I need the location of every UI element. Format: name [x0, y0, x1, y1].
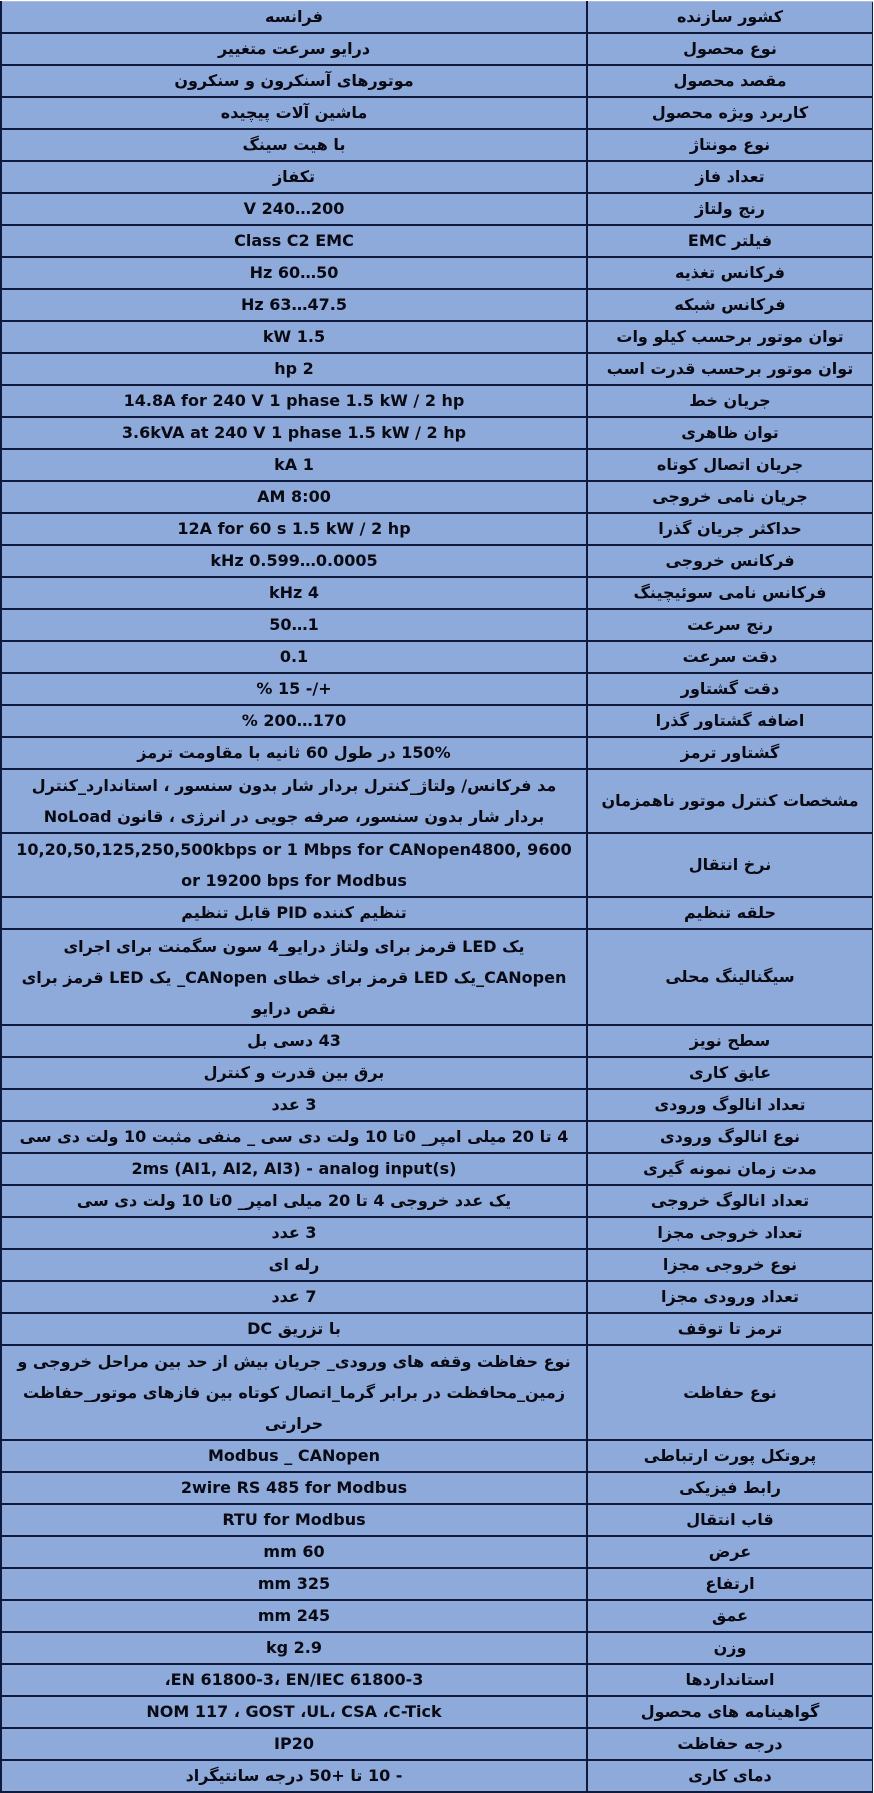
spec-value: 12A for 60 s 1.5 kW / 2 hp — [2, 513, 587, 545]
spec-label: وزن — [587, 1632, 873, 1664]
spec-value: 3 عدد — [2, 1217, 587, 1249]
spec-value: 50…60 Hz — [2, 257, 587, 289]
table-row — [2, 1536, 873, 1568]
spec-value: 0.1 — [2, 641, 587, 673]
table-row — [2, 737, 873, 769]
spec-value: 1…50 — [2, 609, 587, 641]
table-row — [2, 129, 873, 161]
spec-value: با هیت سینگ — [2, 129, 587, 161]
spec-value: یک عدد خروجی 4 تا 20 میلی امپر_ 0تا 10 ولت دی سی — [2, 1185, 587, 1217]
spec-value: 2ms (AI1, AI2, AI3) - analog input(s) — [2, 1153, 587, 1185]
spec-label: حلقه تنظیم — [587, 897, 873, 929]
spec-value: 3 عدد — [2, 1089, 587, 1121]
spec-value: 60 mm — [2, 1536, 587, 1568]
table-row — [2, 513, 873, 545]
spec-value: 4 تا 20 میلی امپر_ 0تا 10 ولت دی سی _ منفی مثبت 10 ولت دی سی — [2, 1121, 587, 1153]
spec-value: 14.8A for 240 V 1 phase 1.5 kW / 2 hp — [2, 385, 587, 417]
spec-value: برق بین قدرت و کنترل — [2, 1057, 587, 1089]
spec-value: Modbus _ CANopen — [2, 1440, 587, 1472]
table-row — [2, 1121, 873, 1153]
spec-label: فرکانس خروجی — [587, 545, 873, 577]
spec-table — [2, 1, 873, 1791]
spec-label: تعداد فاز — [587, 161, 873, 193]
spec-value: درایو سرعت متغییر — [2, 33, 587, 65]
spec-label: دقت سرعت — [587, 641, 873, 673]
spec-label: نوع انالوگ ورودی — [587, 1121, 873, 1153]
table-row — [2, 1089, 873, 1121]
spec-label: نوع حفاظت — [587, 1345, 873, 1440]
spec-value: 325 mm — [2, 1568, 587, 1600]
spec-label: رنج ولتاژ — [587, 193, 873, 225]
spec-value: 200…240 V — [2, 193, 587, 225]
table-row — [2, 545, 873, 577]
spec-value: Class C2 EMC — [2, 225, 587, 257]
spec-label: فیلتر EMC — [587, 225, 873, 257]
spec-value: 170…200 % — [2, 705, 587, 737]
spec-label: نوع خروجی مجزا — [587, 1249, 873, 1281]
table-row — [2, 257, 873, 289]
table-row — [2, 2, 873, 34]
spec-label: مدت زمان نمونه گیری — [587, 1153, 873, 1185]
spec-value: 10,20,50,125,250,500kbps or 1 Mbps for CANopen4800, 9600 or 19200 bps for Modbus — [2, 833, 587, 897]
table-row — [2, 833, 873, 897]
spec-label: نرخ انتقال — [587, 833, 873, 897]
spec-value: تنظیم کننده PID قابل تنظیم — [2, 897, 587, 929]
spec-label: نوع محصول — [587, 33, 873, 65]
spec-value: 245 mm — [2, 1600, 587, 1632]
spec-label: استانداردها — [587, 1664, 873, 1696]
spec-label: فرکانس تغذیه — [587, 257, 873, 289]
spec-label: سطح نویز — [587, 1025, 873, 1057]
spec-label: تعداد انالوگ ورودی — [587, 1089, 873, 1121]
table-row — [2, 97, 873, 129]
spec-label: دمای کاری — [587, 1760, 873, 1791]
spec-value: - 10 تا +50 درجه سانتیگراد — [2, 1760, 587, 1791]
spec-label: رنج سرعت — [587, 609, 873, 641]
table-row — [2, 705, 873, 737]
spec-label: حداکثر جریان گذرا — [587, 513, 873, 545]
spec-value: تکفاز — [2, 161, 587, 193]
spec-label: پروتکل پورت ارتباطی — [587, 1440, 873, 1472]
spec-label: توان ظاهری — [587, 417, 873, 449]
spec-label: مشخصات کنترل موتور ناهمزمان — [587, 769, 873, 833]
spec-label: قاب انتقال — [587, 1504, 873, 1536]
spec-value: 4 kHz — [2, 577, 587, 609]
spec-value: 2.9 kg — [2, 1632, 587, 1664]
table-row — [2, 161, 873, 193]
table-row — [2, 1025, 873, 1057]
table-row — [2, 1600, 873, 1632]
table-row — [2, 481, 873, 513]
table-row — [2, 1153, 873, 1185]
spec-label: گشتاور ترمز — [587, 737, 873, 769]
table-row — [2, 1472, 873, 1504]
spec-value: RTU for Modbus — [2, 1504, 587, 1536]
table-row — [2, 1760, 873, 1791]
spec-value: ماشین آلات پیچیده — [2, 97, 587, 129]
spec-label: تعداد انالوگ خروجی — [587, 1185, 873, 1217]
table-row — [2, 673, 873, 705]
spec-value: IP20 — [2, 1728, 587, 1760]
table-row — [2, 1217, 873, 1249]
table-row — [2, 289, 873, 321]
table-row — [2, 1568, 873, 1600]
spec-label: فرکانس نامی سوئیچینگ — [587, 577, 873, 609]
table-row — [2, 1632, 873, 1664]
table-row — [2, 577, 873, 609]
spec-value: فرانسه — [2, 2, 587, 34]
spec-label: رابط فیزیکی — [587, 1472, 873, 1504]
spec-table-body — [2, 2, 873, 1792]
spec-value: رله ای — [2, 1249, 587, 1281]
table-row — [2, 609, 873, 641]
table-row — [2, 1281, 873, 1313]
spec-value: EN 61800-3، EN/IEC 61800-3، — [2, 1664, 587, 1696]
spec-sheet — [0, 1, 873, 1793]
spec-label: عمق — [587, 1600, 873, 1632]
spec-label: مقصد محصول — [587, 65, 873, 97]
spec-value: 0.0005…0.599 kHz — [2, 545, 587, 577]
table-row — [2, 417, 873, 449]
spec-value: 1.5 kW — [2, 321, 587, 353]
spec-value: 2 hp — [2, 353, 587, 385]
spec-label: ارتفاع — [587, 1568, 873, 1600]
spec-label: گواهینامه های محصول — [587, 1696, 873, 1728]
spec-label: جریان خط — [587, 385, 873, 417]
spec-value: 150% در طول 60 ثانیه با مقاومت ترمز — [2, 737, 587, 769]
table-row — [2, 225, 873, 257]
table-row — [2, 65, 873, 97]
spec-label: جریان اتصال کوتاه — [587, 449, 873, 481]
spec-label: کشور سازنده — [587, 2, 873, 34]
spec-value: 47.5…63 Hz — [2, 289, 587, 321]
spec-value: 1 kA — [2, 449, 587, 481]
spec-value: یک LED قرمز برای ولتاژ درایو_4 سون سگمنت برای اجرای CANopen_یک LED قرمز برای خطای CANopen_ یک LED قرمز برای نقص درایو — [2, 929, 587, 1025]
table-row — [2, 449, 873, 481]
spec-label: اضافه گشتاور گذرا — [587, 705, 873, 737]
table-row — [2, 353, 873, 385]
table-row — [2, 1249, 873, 1281]
table-row — [2, 1440, 873, 1472]
spec-value: مد فرکانس/ ولتاژ_کنترل بردار شار بدون سنسور ، استاندارد_کنترل بردار شار بدون سنسور، صرفه جویی در انرژی ، قانون NoLoad — [2, 769, 587, 833]
spec-label: عرض — [587, 1536, 873, 1568]
spec-label: دقت گشتاور — [587, 673, 873, 705]
spec-value: 3.6kVA at 240 V 1 phase 1.5 kW / 2 hp — [2, 417, 587, 449]
spec-label: کاربرد ویژه محصول — [587, 97, 873, 129]
table-row — [2, 1664, 873, 1696]
spec-label: درجه حفاظت — [587, 1728, 873, 1760]
table-row — [2, 769, 873, 833]
table-row — [2, 1313, 873, 1345]
spec-value: 43 دسی بل — [2, 1025, 587, 1057]
table-row — [2, 897, 873, 929]
spec-value: 7 عدد — [2, 1281, 587, 1313]
spec-value: 2wire RS 485 for Modbus — [2, 1472, 587, 1504]
table-row — [2, 1345, 873, 1440]
spec-label: سیگنالینگ محلی — [587, 929, 873, 1025]
spec-label: ترمز تا توقف — [587, 1313, 873, 1345]
table-row — [2, 1696, 873, 1728]
spec-label: نوع مونتاژ — [587, 129, 873, 161]
table-row — [2, 33, 873, 65]
table-row — [2, 641, 873, 673]
spec-label: فرکانس شبکه — [587, 289, 873, 321]
table-row — [2, 1504, 873, 1536]
table-row — [2, 1185, 873, 1217]
table-row — [2, 193, 873, 225]
spec-label: توان موتور برحسب قدرت اسب — [587, 353, 873, 385]
spec-value: با تزریق DC — [2, 1313, 587, 1345]
spec-label: تعداد ورودی مجزا — [587, 1281, 873, 1313]
spec-label: تعداد خروجی مجزا — [587, 1217, 873, 1249]
table-row — [2, 1057, 873, 1089]
table-row — [2, 929, 873, 1025]
spec-value: نوع حفاظت وقفه های ورودی_ جریان بیش از حد بین مراحل خروجی و زمین_محافظت در برابر گرما_اتصال کوتاه بین فازهای موتور_حفاظت حرارتی — [2, 1345, 587, 1440]
table-row — [2, 385, 873, 417]
spec-value: +/- 15 % — [2, 673, 587, 705]
table-row — [2, 1728, 873, 1760]
spec-label: جریان نامی خروجی — [587, 481, 873, 513]
spec-value: 8:00 AM — [2, 481, 587, 513]
spec-label: توان موتور برحسب کیلو وات — [587, 321, 873, 353]
spec-label: عایق کاری — [587, 1057, 873, 1089]
spec-value: NOM 117 ، GOST ،UL، CSA ،C-Tick — [2, 1696, 587, 1728]
table-row — [2, 321, 873, 353]
spec-value: موتورهای آسنکرون و سنکرون — [2, 65, 587, 97]
